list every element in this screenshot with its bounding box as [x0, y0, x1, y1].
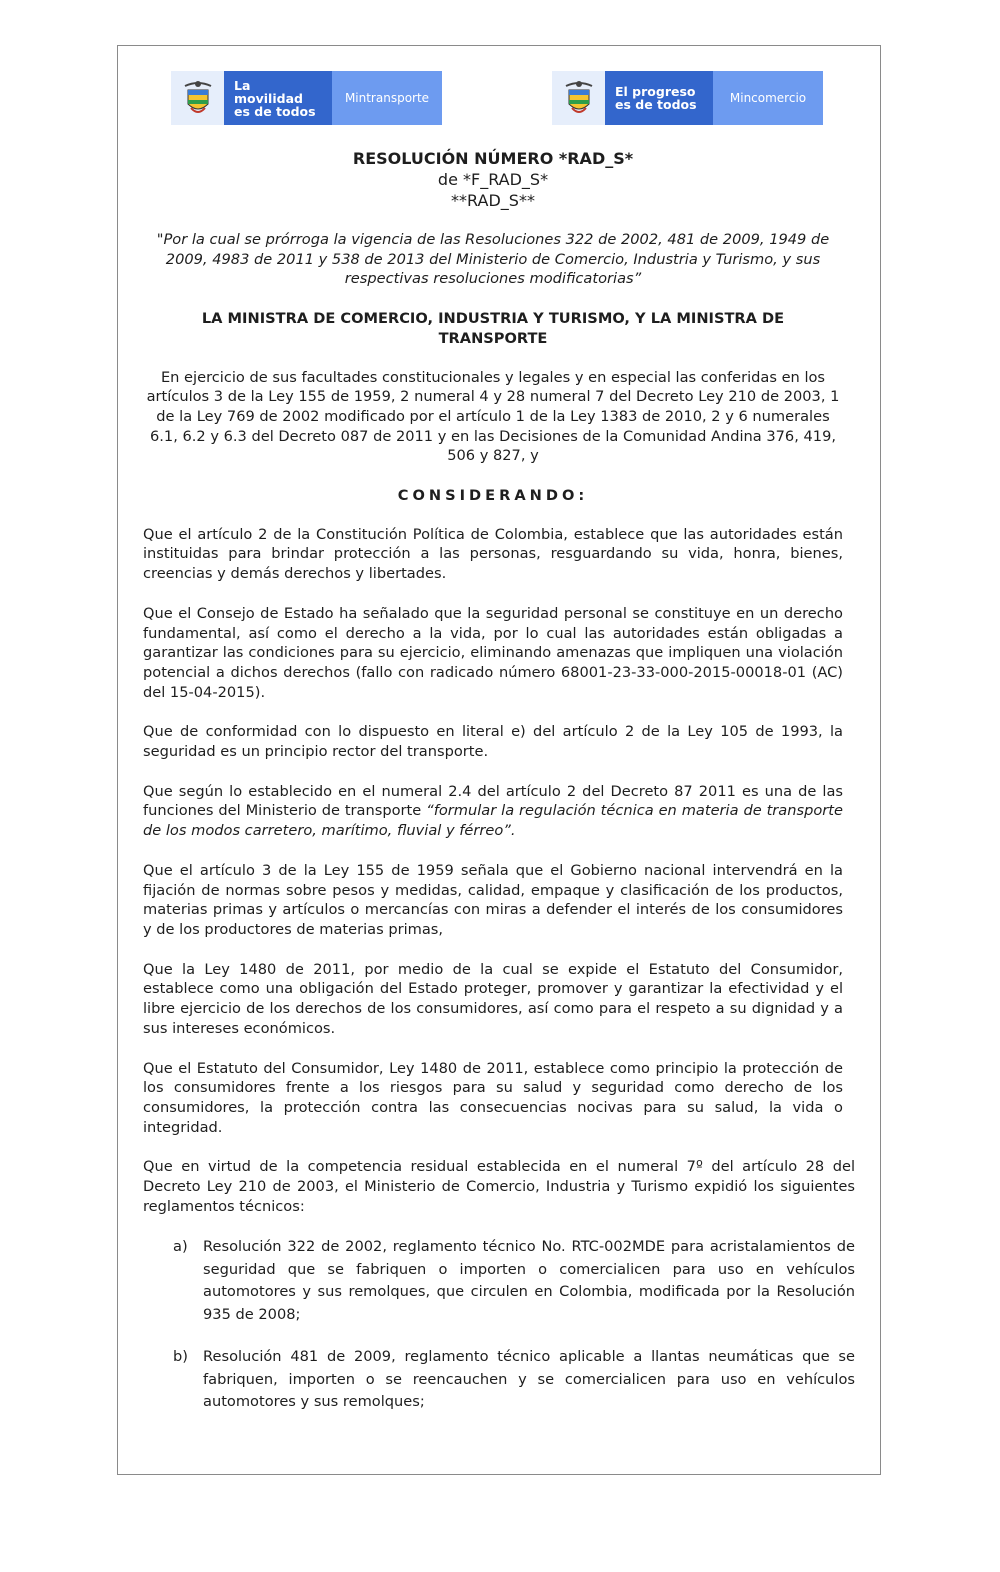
list-marker: a) — [173, 1238, 188, 1256]
document-body — [143, 148, 855, 1414]
considerando-paragraph: Que el artículo 3 de la Ley 155 de 1959 señala que el Gobierno nacional intervendrá en la fijación de normas sobre pesos y medidas, calidad, empaque y clasificación de los productos, materias primas y artículos o mercancías con miras a defender el interés de los consumidores y de los productores de materias primas, — [143, 861, 843, 938]
list-item-text: Resolución 481 de 2009, reglamento técnico aplicable a llantas neumáticas que se fabriquen, importen o se reencauchen y se comercialicen para uso en vehículos automotores y sus remolques; — [203, 1348, 855, 1411]
quoted-function: “formular la regulación técnica en materia de transporte de los modos carretero, marítimo, fluvial y férreo”. — [143, 802, 843, 840]
list-item-text: Resolución 322 de 2002, reglamento técnico No. RTC-002MDE para acristalamientos de seguridad que se fabriquen o importen o comercialicen para uso en vehículos automotores y sus remolques, que circulen en Colombia, modificada por la Resolución 935 de 2008; — [203, 1238, 855, 1323]
list-item — [143, 1236, 855, 1326]
considerando-heading: CONSIDERANDO: — [397, 487, 589, 505]
logo-entity: Mincomercio — [713, 71, 823, 125]
logo-entity: Mintransporte — [332, 71, 442, 125]
faculties-paragraph: En ejercicio de sus facultades constitucionales y legales y en especial las conferidas en los artículos 3 de la Ley 155 de 1959, 2 numeral 4 y 28 numeral 7 del Decreto Ley 210 de 2003, 1 de la Ley 769 de 2002 modificado por el artículo 1 de la Ley 1383 de 2010, 2 y 6 numerales 6.1, 6.2 y 6.3 del Decreto 087 de 2011 y en las Decisiones de la Comunidad Andina 376, 419, 506 y 827, y — [146, 368, 840, 465]
considerando-paragraph: Que en virtud de la competencia residual establecida en el numeral 7º del artículo 28 del Decreto Ley 210 de 2003, el Ministerio de Comercio, Industria y Turismo expidió los siguientes reglamentos técnicos: — [143, 1158, 855, 1215]
coat-of-arms-icon — [171, 71, 224, 125]
resolution-rad: **RAD_S** — [451, 191, 535, 210]
considerando-paragraph: Que el artículo 2 de la Constitución Política de Colombia, establece que las autoridades están instituidas para brindar protección a las personas, resguardando su vida, honra, bienes, creencias y demás derechos y libertades. — [143, 525, 843, 583]
considerando-paragraph: Que el Consejo de Estado ha señalado que la seguridad personal se constituye en un derecho fundamental, así como el derecho a la vida, por lo cual las autoridades están obligadas a garantizar las condiciones para su ejercicio, eliminando amenazas que impliquen una violación potencial a dichos derechos (fallo con radicado número 68001-23-33-000-2015-00018-01 (AC) del 15-04-2015). — [143, 604, 843, 701]
logo-slogan: La movilidad es de todos — [224, 71, 332, 125]
coat-of-arms-icon — [552, 71, 605, 125]
list-marker: b) — [173, 1348, 188, 1366]
paragraph-text: Que según lo establecido en el numeral 2.4 del artículo 2 del Decreto 87 2011 es una de las funciones del Ministerio de transporte — [143, 782, 843, 820]
considerando-paragraph: Que de conformidad con lo dispuesto en literal e) del artículo 2 de la Ley 105 de 1993, la seguridad es un principio rector del transporte. — [143, 723, 843, 761]
considerando-paragraph: Que la Ley 1480 de 2011, por medio de la cual se expide el Estatuto del Consumidor, establece como una obligación del Estado proteger, promover y garantizar la efectividad y el libre ejercicio de los derechos de los consumidores, así como para el respeto a su dignidad y a sus intereses económicos. — [143, 960, 843, 1037]
mincomercio-logo — [552, 71, 823, 125]
technical-regulations-list — [143, 1236, 855, 1414]
mintransporte-logo — [171, 71, 442, 125]
epigraph: "Por la cual se prórroga la vigencia de las Resoluciones 322 de 2002, 481 de 2009, 1949 de 2009, 4983 de 2011 y 538 de 2013 del Ministerio de Comercio, Industria y Turismo, y sus respectivas resoluciones modificatorias” — [156, 231, 830, 288]
resolution-title: RESOLUCIÓN NÚMERO *RAD_S* — [352, 149, 634, 168]
resolution-date: de *F_RAD_S* — [437, 170, 549, 189]
list-item — [143, 1346, 855, 1414]
considerando-paragraph: Que el Estatuto del Consumidor, Ley 1480 de 2011, establece como principio la protección de los consumidores frente a los riesgos para su salud y seguridad como derecho de los consumidores, la protección contra las consecuencias nocivas para su salud, la vida o integridad. — [143, 1059, 843, 1136]
authority-heading: LA MINISTRA DE COMERCIO, INDUSTRIA Y TURISMO, Y LA MINISTRA DE TRANSPORTE — [201, 310, 785, 347]
considerando-paragraph — [143, 782, 843, 841]
logo-slogan: El progreso es de todos — [605, 71, 713, 125]
